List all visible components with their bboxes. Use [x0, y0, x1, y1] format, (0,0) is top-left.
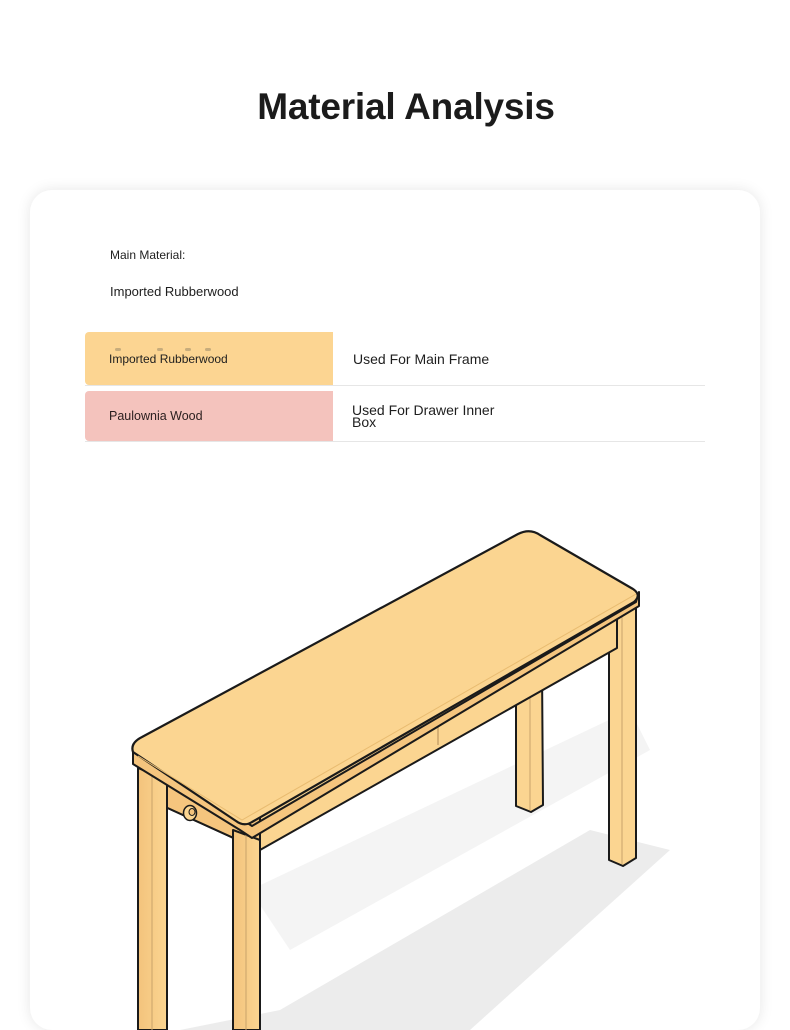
material-use: Used For Main Frame [353, 350, 490, 367]
main-material-label: Main Material: [110, 248, 186, 262]
material-card [30, 190, 760, 1030]
console-table-illustration [30, 190, 760, 1030]
material-name: Paulownia Wood [109, 409, 203, 423]
material-use: Used For Drawer Inner Box [352, 402, 495, 430]
main-material-value: Imported Rubberwood [110, 284, 239, 299]
material-name: Imported Rubberwood [109, 351, 228, 366]
page-title: Material Analysis [257, 86, 555, 127]
